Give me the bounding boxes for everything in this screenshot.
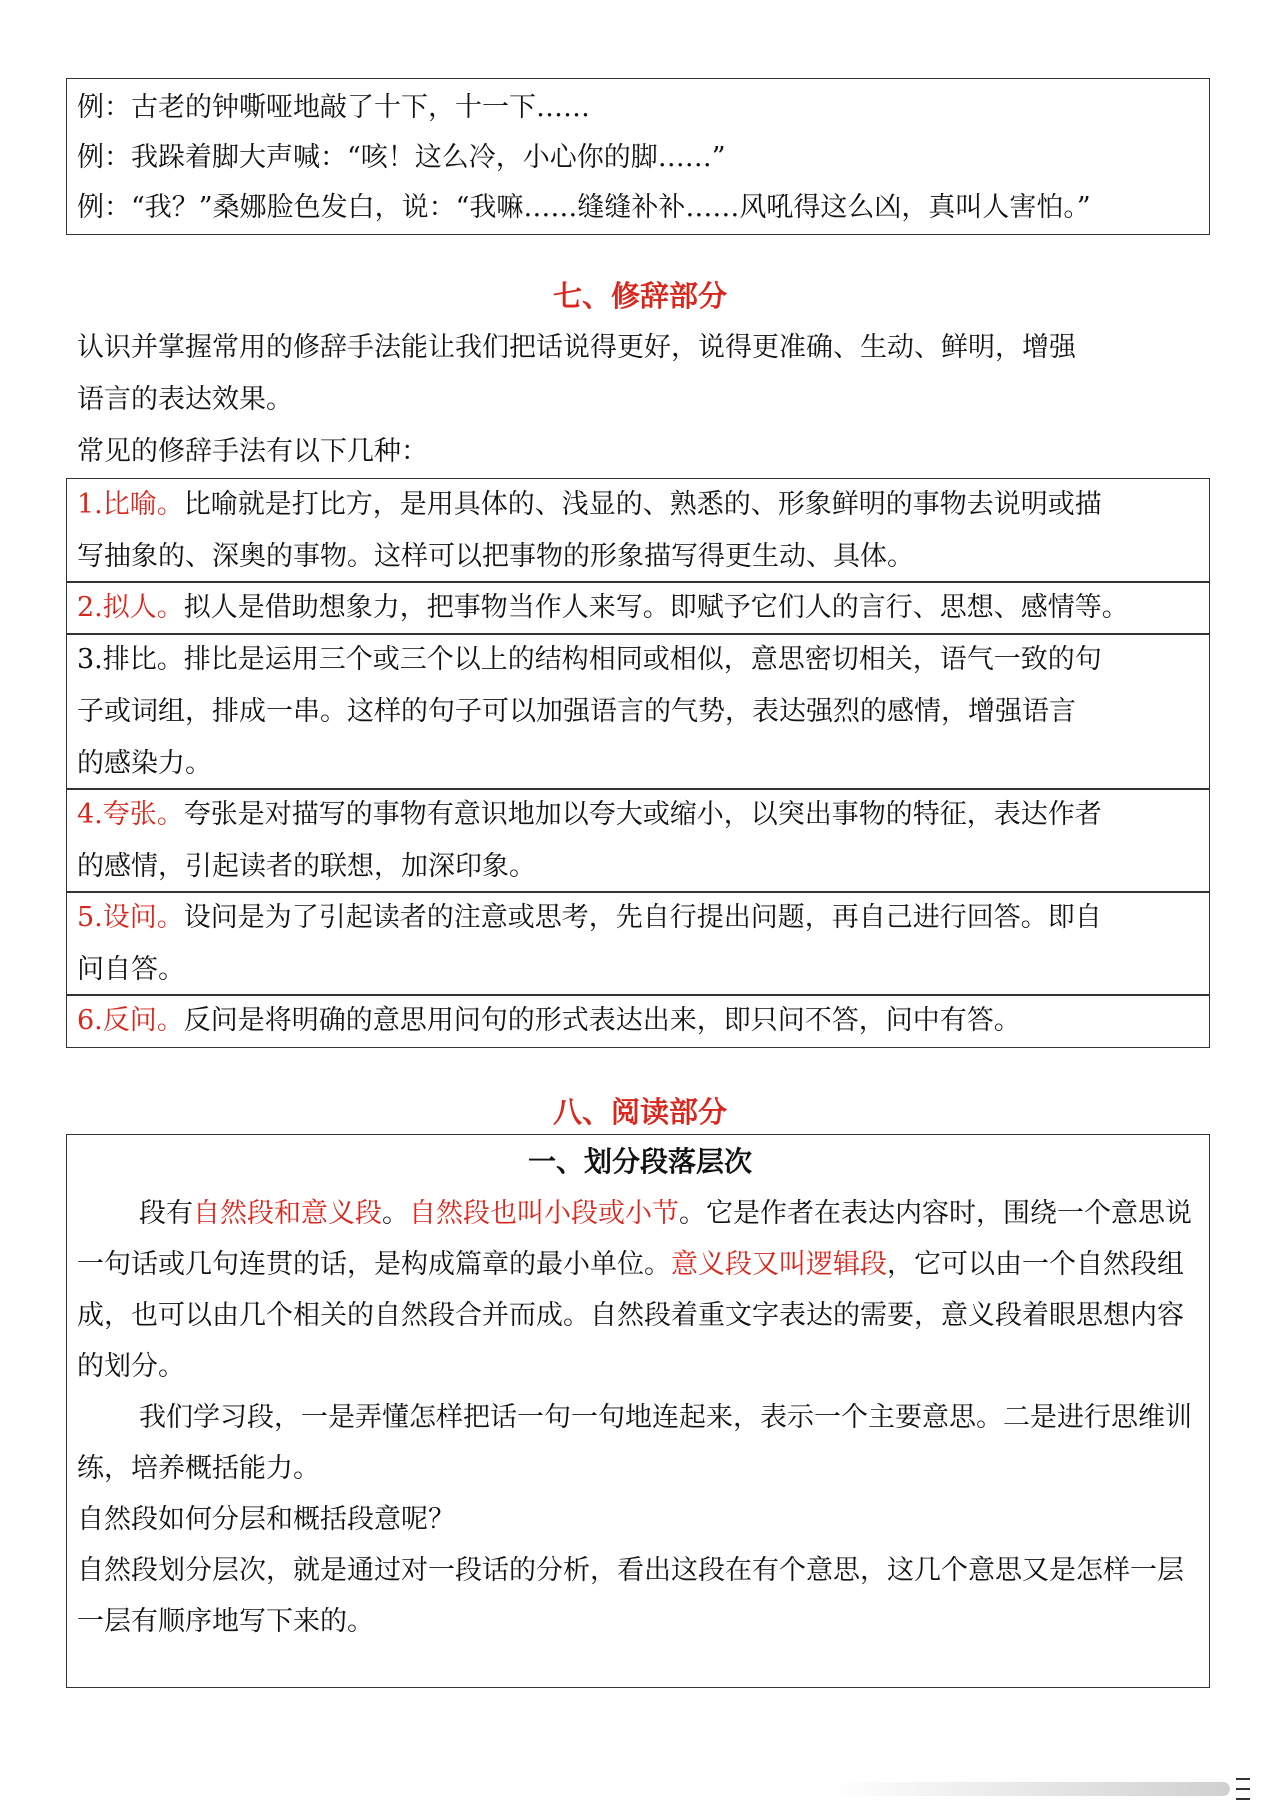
rhetoric-item-personification bbox=[66, 581, 1210, 635]
rhetoric-item-parallelism bbox=[66, 633, 1210, 790]
rhetoric-term: 2.拟人。 bbox=[77, 592, 184, 623]
rhetoric-desc: 反问是将明确的意思用问句的形式表达出来，即只问不答，问中有答。 bbox=[183, 1005, 1021, 1036]
rhetoric-term: 6.反问。 bbox=[77, 1005, 184, 1036]
rhetoric-term: 4.夸张。 bbox=[77, 799, 184, 830]
highlight-natural-meaning: 自然段和意义段 bbox=[193, 1198, 382, 1229]
rhetoric-item-hyperbole bbox=[66, 788, 1210, 893]
rhetoric-item-metaphor bbox=[66, 478, 1210, 583]
example-line: 例：古老的钟嘶哑地敲了十下，十一下…… bbox=[77, 92, 590, 123]
paragraph-question: 自然段如何分层和概括段意呢？ bbox=[77, 1504, 455, 1535]
menu-icon[interactable] bbox=[1236, 1778, 1250, 1800]
rhetoric-term: 1.比喻。 bbox=[77, 489, 184, 520]
rhetoric-desc: 设问是为了引起读者的注意或思考，先自行提出问题，再自己进行回答。即自 bbox=[183, 902, 1102, 933]
section-heading-reading: 八、阅读部分 bbox=[552, 1095, 727, 1129]
example-line: 例：“我？”桑娜脸色发白，说：“我嘛……缝缝补补……风吼得这么凶，真叫人害怕。” bbox=[77, 192, 1091, 223]
rhetoric-desc: 子或词组，排成一串。这样的句子可以加强语言的气势，表达强烈的感情，增强语言 bbox=[77, 696, 1076, 727]
rhetoric-item-rhetorical-qa bbox=[66, 891, 1210, 996]
rhetoric-desc: 排比是运用三个或三个以上的结构相同或相似，意思密切相关，语气一致的句 bbox=[183, 644, 1102, 675]
rhetoric-desc: 写抽象的、深奥的事物。这样可以把事物的形象描写得更生动、具体。 bbox=[77, 541, 914, 572]
section-heading-rhetoric: 七、修辞部分 bbox=[552, 279, 727, 313]
rhetoric-desc: 的感染力。 bbox=[77, 748, 212, 779]
text-span: 。它是作者在表达内容时，围绕一个意思说一句话或几句连贯的话，是构成篇章的最小单位。 bbox=[77, 1198, 1192, 1280]
rhetoric-desc: 的感情，引起读者的联想，加深印象。 bbox=[77, 851, 536, 882]
example-line: 例：我跺着脚大声喊：“咳！这么冷，小心你的脚……” bbox=[77, 142, 726, 173]
paragraph-layers: 自然段划分层次，就是通过对一段话的分析，看出这段在有个意思，这几个意思又是怎样一层一层有顺序地写下来的。 bbox=[77, 1555, 1184, 1637]
rhetoric-desc: 比喻就是打比方，是用具体的、浅显的、熟悉的、形象鲜明的事物去说明或描 bbox=[183, 489, 1102, 520]
scroll-track[interactable] bbox=[830, 1782, 1230, 1796]
reading-subheading: 一、划分段落层次 bbox=[527, 1145, 752, 1178]
paragraph-purpose: 我们学习段，一是弄懂怎样把话一句一句地连起来，表示一个主要意思。二是进行思维训练，培养概括能力。 bbox=[77, 1402, 1192, 1484]
text-span: 。 bbox=[382, 1198, 409, 1229]
intro-text: 认识并掌握常用的修辞手法能让我们把话说得更好，说得更准确、生动、鲜明，增强 bbox=[77, 332, 1076, 363]
rhetoric-item-rhetorical-question bbox=[66, 994, 1210, 1048]
text-span: ，它可以由一个自然段组成，也可以由几个相关的自然段合并而成。自然段着重文字表达的需要，意义段着眼思想内容的划分。 bbox=[77, 1249, 1184, 1382]
scrollbar[interactable] bbox=[830, 1776, 1250, 1802]
highlight-meaning-segment: 意义段又叫逻辑段 bbox=[671, 1249, 887, 1280]
intro-text: 语言的表达效果。 bbox=[77, 384, 293, 415]
rhetoric-desc: 问自答。 bbox=[77, 954, 185, 985]
rhetoric-desc: 夸张是对描写的事物有意识地加以夸大或缩小，以突出事物的特征，表达作者 bbox=[183, 799, 1102, 830]
intro-text: 常见的修辞手法有以下几种： bbox=[77, 436, 428, 467]
rhetoric-term: 5.设问。 bbox=[77, 902, 184, 933]
paragraph-segments bbox=[77, 1188, 1205, 1392]
rhetoric-term: 3.排比。 bbox=[77, 644, 184, 675]
highlight-natural-segment: 自然段也叫小段或小节 bbox=[409, 1198, 679, 1229]
rhetoric-desc: 拟人是借助想象力，把事物当作人来写。即赋予它们人的言行、思想、感情等。 bbox=[183, 592, 1129, 623]
text-span: 段有 bbox=[139, 1198, 193, 1229]
